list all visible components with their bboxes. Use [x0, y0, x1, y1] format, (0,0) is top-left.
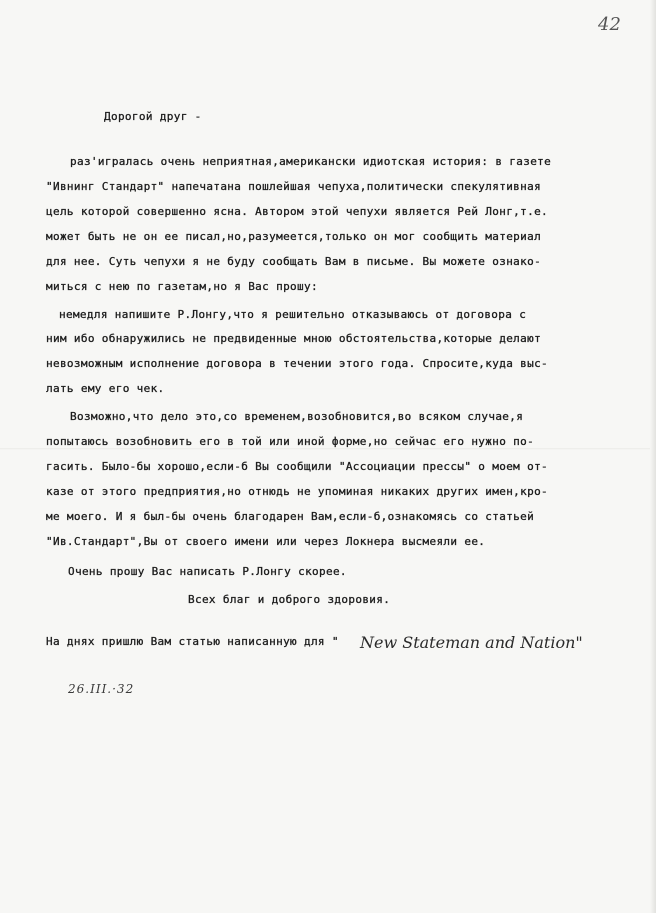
page-edge-shadow: [650, 0, 656, 913]
paragraph-2-line-1: немедля напишите Р.Лонгу,что я решительно отказываюсь от договора с: [59, 308, 527, 321]
paragraph-2-line-4: лать ему его чек.: [46, 382, 165, 395]
paragraph-3-line-5: ме моего. И я был-бы очень благодарен Вам,если-б,ознакомясь со статьей: [46, 510, 535, 523]
paragraph-2-line-2: ним ибо обнаружились не предвиденные мною обстоятельства,которые делают: [46, 332, 542, 345]
greeting: Дорогой друг -: [104, 110, 202, 123]
paragraph-1-line-6: миться с нею по газетам,но я Вас прошу:: [46, 280, 318, 293]
paragraph-1-line-3: цель которой совершенно ясна. Автором этой чепухи является Рей Лонг,т.е.: [46, 205, 549, 218]
paragraph-3-line-4: казе от этого предприятия,но отнюдь не упоминая никаких других имен,кро-: [46, 485, 549, 498]
paragraph-1-line-5: для нее. Суть чепухи я не буду сообщать Вам в письме. Вы можете ознако-: [46, 255, 542, 268]
postscript-typed: На днях пришлю Вам статью написанную для ": [46, 635, 339, 648]
postscript-handwritten-title: New Stateman and Nation": [360, 633, 583, 652]
closing: Всех благ и доброго здоровия.: [188, 593, 391, 606]
paragraph-1-line-2: "Ивнинг Стандарт" напечатана пошлейшая чепуха,политически спекулятивная: [46, 180, 542, 193]
paragraph-2-line-3: невозможным исполнение договора в течении этого года. Спросите,куда выс-: [46, 357, 549, 370]
paragraph-1-line-1: раз'игралась очень неприятная,американски идиотская история: в газете: [70, 155, 552, 168]
paragraph-3-line-1: Возможно,что дело это,со временем,возобновится,во всяком случае,я: [70, 410, 524, 423]
paragraph-3-line-6: "Ив.Стандарт",Вы от своего имени или через Локнера высмеяли ее.: [46, 535, 486, 548]
paragraph-3-line-2: попытаюсь возобновить его в той или иной форме,но сейчас его нужно по-: [46, 435, 535, 448]
paragraph-3-line-3: гасить. Было-бы хорошо,если-б Вы сообщили "Ассоциации прессы" о моем от-: [46, 460, 549, 473]
page-number: 42: [598, 14, 621, 35]
handwritten-date: 26.III.·32: [68, 682, 135, 696]
paragraph-4-line-1: Очень прошу Вас написать Р.Лонгу скорее.: [68, 565, 347, 578]
paragraph-1-line-4: может быть не он ее писал,но,разумеется,только он мог сообщить материал: [46, 230, 542, 243]
